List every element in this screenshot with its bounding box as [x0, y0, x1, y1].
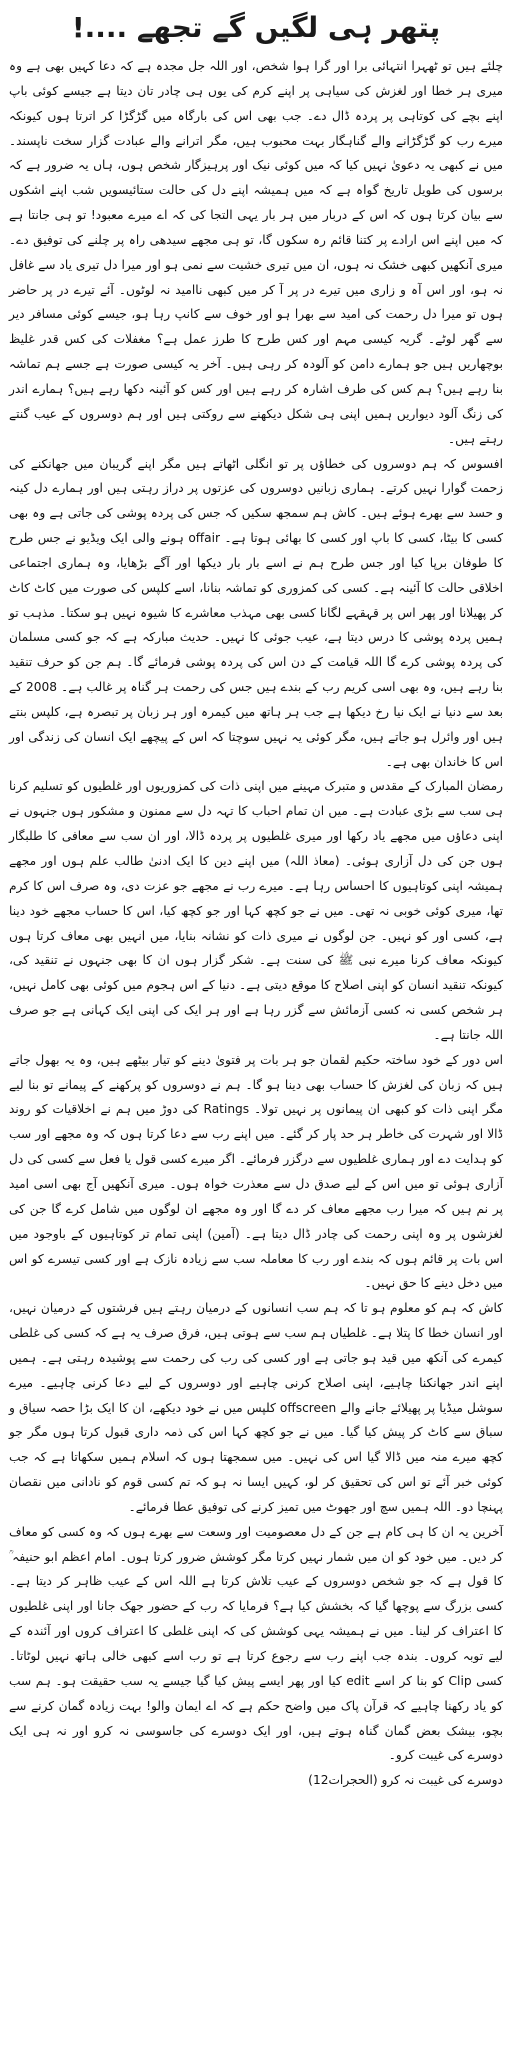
paragraph: کاش کہ ہم کو معلوم ہو تا کہ ہم سب انسانوں کے درمیان رہتے ہیں فرشتوں کے درمیان نہیں، اور انسان خطا کا پتلا ہے۔ غلطیاں ہم سب سے ہوتی ہیں، فرق صرف یہ ہے کہ کسی کی غلطی کیمرے کی آنکھ میں قید ہو جاتی ہے اور کسی کی رب کی رحمت سے پوشیدہ رہتی ہے۔ ہمیں اپنے اندر جھانکنا چاہیے، اپنی اصلاح کرنی چاہیے اور دوسروں کے لیے دعا کرنی چاہیے۔ میرے سوشل میڈیا پر پھیلائے جانے والے offscreen کلپس میں نے خود دیکھے، ان کا ایک بڑا حصہ سیاق و سباق سے کاٹ کر پیش کیا گیا۔ میں نے جو کچھ کہا اس کی ذمہ داری قبول کرتا ہوں مگر جو کچھ میرے منہ میں ڈالا گیا اس کی نہیں۔ میں سمجھتا ہوں کہ اسلام ہمیں سکھاتا ہے کہ جب کوئی خبر آئے تو اس کی تحقیق کر لو، کہیں ایسا نہ ہو کہ تم کسی قوم کو نادانی میں نقصان پہنچا دو۔ اللہ ہمیں سچ اور جھوٹ میں تمیز کرنے کی توفیق عطا فرمائے۔ — [9, 1301, 503, 1514]
paragraph: افسوس کہ ہم دوسروں کی خطاؤں پر تو انگلی اٹھاتے ہیں مگر اپنے گریبان میں جھانکنے کی زحمت گوارا نہیں کرتے۔ ہماری زبانیں دوسروں کی عزتوں پر دراز رہتی ہیں اور ہمارے دل کینہ و حسد سے بھرے ہوئے ہیں۔ کاش ہم سمجھ سکیں کہ جس کی پردہ پوشی کی جاتی ہے وہ بھی کسی کا بیٹا، کسی کا باپ اور کسی کا بھائی ہوتا ہے۔ offair ہونے والی ایک ویڈیو نے جس طرح کا طوفان برپا کیا اور جس طرح ہم نے اسے بار بار دیکھا اور آگے بڑھایا، وہ ہماری اجتماعی اخلاقی حالت کا آئینہ ہے۔ کسی کی کمزوری کو تماشہ بنانا، اسے کلپس کی صورت میں کاٹ کاٹ کر پھیلانا اور پھر اس پر قہقہے لگانا کسی بھی مہذب معاشرے کا شیوہ نہیں ہو سکتا۔ مذہب تو ہمیں پردہ پوشی کا درس دیتا ہے، عیب جوئی کا نہیں۔ حدیث مبارکہ ہے کہ جو کسی مسلمان کی پردہ پوشی کرے گا اللہ قیامت کے دن اس کی پردہ پوشی فرمائے گا۔ ہم جن کو حرف تنقید بنا رہے ہیں، وہ بھی اسی کریم رب کے بندے ہیں جس کی رحمت ہر گناہ پر غالب ہے۔ 2008 کے بعد سے دنیا نے ایک نیا رخ دیکھا ہے جب ہر ہاتھ میں کیمرہ اور ہر زبان پر تبصرہ ہے، کلپس بنتے ہیں اور وائرل ہو جاتے ہیں، مگر کوئی یہ نہیں سوچتا کہ اس کے پیچھے ایک انسان کی زندگی اور اس کا خاندان بھی ہے۔ — [9, 456, 503, 769]
paragraph: چلئے ہیں تو ٹھہرا انتہائی برا اور گرا ہوا شخص، اور اللہ جل مجدہ ہے کہ دعا کہیں بھی ہے وہ میری ہر خطا اور لغزش کی سیاہی پر اپنے کرم کی یوں ہی چادر تان دیتا ہے جیسے کوئی باپ اپنے بچے کی کوتاہی پر پردہ ڈال دے۔ جب بھی اس کی بارگاہ میں گڑگڑا کر اترتا ہوں کیونکہ میرے رب کو گڑگڑانے والے گناہگار بہت محبوب ہیں، مگر اترانے والے عبادت گزار سخت ناپسند۔ میں نے کبھی یہ دعویٰ نہیں کیا کہ میں کوئی نیک اور پرہیزگار شخص ہوں، ہاں یہ ضرور ہے کہ برسوں کی طویل تاریخ گواہ ہے کہ میں ہمیشہ اپنے دل کی حالت ستائیسویں شب اپنے اشکوں سے بیان کرتا ہوں کہ اس کے دربار میں ہر بار یہی التجا کی کہ اے میرے معبود! تو ہی جانتا ہے کہ میں اپنے اس ارادے پر کتنا قائم رہ سکوں گا، تو ہی مجھے سیدھی راہ پر چلنے کی توفیق دے۔ میری آنکھیں کبھی خشک نہ ہوں، ان میں تیری خشیت سے نمی ہو اور میرا دل تیری یاد سے غافل نہ ہو، اور اس آہ و زاری میں تیرے در پر آ کر میں کبھی ناامید نہ لوٹوں۔ آئے تیرے در پر حاضر ہوں تو میرا دل رحمت کی امید سے بھرا ہو اور خوف سے کانپ رہا ہو، جیسے کوئی مسافر دیر سے گھر لوٹے۔ گریہ کیسی مہم اور کس طرح کا طرز عمل ہے؟ مغفلات کی کس قدر غلیظ بوچھاریں ہیں جو ہمارے دامن کو آلودہ کر رہی ہیں۔ آخر یہ کیسی صورت ہے جسے ہم تماشہ بنا رہے ہیں؟ ہم کس کی طرف اشارہ کر رہے ہیں اور کس کو آئینہ دکھا رہے ہیں؟ ہمارے اندر کی زنگ آلود دیواریں ہمیں اپنی ہی شکل دیکھنے سے روکتی ہیں اور ہم دوسروں کے عیب گنتے رہتے ہیں۔ — [9, 59, 503, 446]
paragraph: اس دور کے خود ساختہ حکیم لقمان جو ہر بات پر فتویٰ دینے کو تیار بیٹھے ہیں، وہ یہ بھول جاتے ہیں کہ زبان کی لغزش کا حساب بھی دینا ہو گا۔ ہم نے دوسروں کو پرکھنے کے پیمانے تو بنا لیے مگر اپنی ذات کو کبھی ان پیمانوں پر نہیں تولا۔ Ratings کی دوڑ میں ہم نے اخلاقیات کو روند ڈالا اور شہرت کی خاطر ہر حد پار کر گئے۔ میں اپنے رب سے دعا کرتا ہوں کہ وہ مجھے اور سب کو ہدایت دے اور ہماری غلطیوں سے درگزر فرمائے۔ اگر میرے کسی قول یا فعل سے کسی کی دل آزاری ہوئی تو میں اس کے لیے صدق دل سے معذرت خواہ ہوں۔ میری آنکھیں آج بھی اسی امید پر نم ہیں کہ میرا رب مجھے معاف کر دے گا اور وہ مجھے ان لوگوں میں شامل کرے گا جن کی لغزشوں پر وہ اپنی رحمت کی چادر ڈال دیتا ہے۔ (آمین) اپنی تمام تر کوتاہیوں کے باوجود میں اس بات پر قائم ہوں کہ بندے اور رب کا معاملہ سب سے زیادہ نازک ہے اور کسی تیسرے کو اس میں دخل دینے کا حق نہیں۔ — [9, 1052, 503, 1291]
article-body — [9, 54, 503, 1793]
paragraph: دوسرے کی غیبت نہ کرو (الحجرات12) — [308, 1773, 503, 1788]
article-headline: پتھر ہی لگیں گے تجھے ....! — [71, 11, 441, 44]
paragraph: رمضان المبارک کے مقدس و متبرک مہینے میں اپنی ذات کی کمزوریوں اور غلطیوں کو تسلیم کرنا ہی سب سے بڑی عبادت ہے۔ میں ان تمام احباب کا تہہ دل سے ممنون و مشکور ہوں جنہوں نے اپنی دعاؤں میں مجھے یاد رکھا اور میری غلطیوں پر پردہ ڈالا، اور ان سب سے معافی کا طلبگار ہوں جن کی دل آزاری ہوئی۔ (معاذ اللہ) میں اپنے دین کا ایک ادنیٰ طالب علم ہوں اور مجھے ہمیشہ اپنی کوتاہیوں کا احساس رہا ہے۔ میرے رب نے مجھے جو عزت دی، وہ صرف اس کا کرم تھا، میری کوئی خوبی نہ تھی۔ میں نے جو کچھ کہا اور جو کچھ کیا، اس کا حساب مجھے خود دینا ہے، کسی اور کو نہیں۔ جن لوگوں نے میری ذات کو نشانہ بنایا، میں انہیں بھی معاف کرتا ہوں کیونکہ معاف کرنا میرے نبی ﷺ کی سنت ہے۔ شکر گزار ہوں ان کا بھی جنہوں نے تنقید کی، کیونکہ تنقید انسان کو اپنی اصلاح کا موقع دیتی ہے۔ دنیا کے اس ہجوم میں کوئی بھی کامل نہیں، ہر شخص کسی نہ کسی آزمائش سے گزر رہا ہے اور ہر ایک کی اپنی ایک کہانی ہے جو صرف اللہ جانتا ہے۔ — [9, 779, 503, 1042]
paragraph: آخرین یہ ان کا ہی کام ہے جن کے دل معصومیت اور وسعت سے بھرے ہوں کہ وہ کسی کو معاف کر دیں۔ میں خود کو ان میں شمار نہیں کرتا مگر کوشش ضرور کرتا ہوں۔ امام اعظم ابو حنیفہ ؒ کا قول ہے کہ جو شخص دوسروں کے عیب تلاش کرتا ہے اللہ اس کے عیب ظاہر کر دیتا ہے۔ کسی بزرگ سے پوچھا گیا کہ بخشش کیا ہے؟ فرمایا کہ رب کے حضور جھک جانا اور اپنی غلطیوں کا اعتراف کر لینا۔ میں نے ہمیشہ یہی کوشش کی کہ اپنی غلطی کا اعتراف کروں اور آئندہ کے لیے توبہ کروں۔ بندہ جب اپنے رب سے رجوع کرتا ہے تو رب اسے کبھی خالی ہاتھ نہیں لوٹاتا۔ کسی Clip کو بنا کر اسے edit کیا اور پھر ایسے پیش کیا گیا جیسے یہ سب حقیقت ہو۔ ہم سب کو یاد رکھنا چاہیے کہ قرآن پاک میں واضح حکم ہے کہ اے ایمان والو! بہت زیادہ گمان کرنے سے بچو، بیشک بعض گمان گناہ ہوتے ہیں، اور ایک دوسرے کی جاسوسی نہ کرو اور نہ ہی ایک دوسرے کی غیبت کرو۔ — [9, 1524, 503, 1763]
